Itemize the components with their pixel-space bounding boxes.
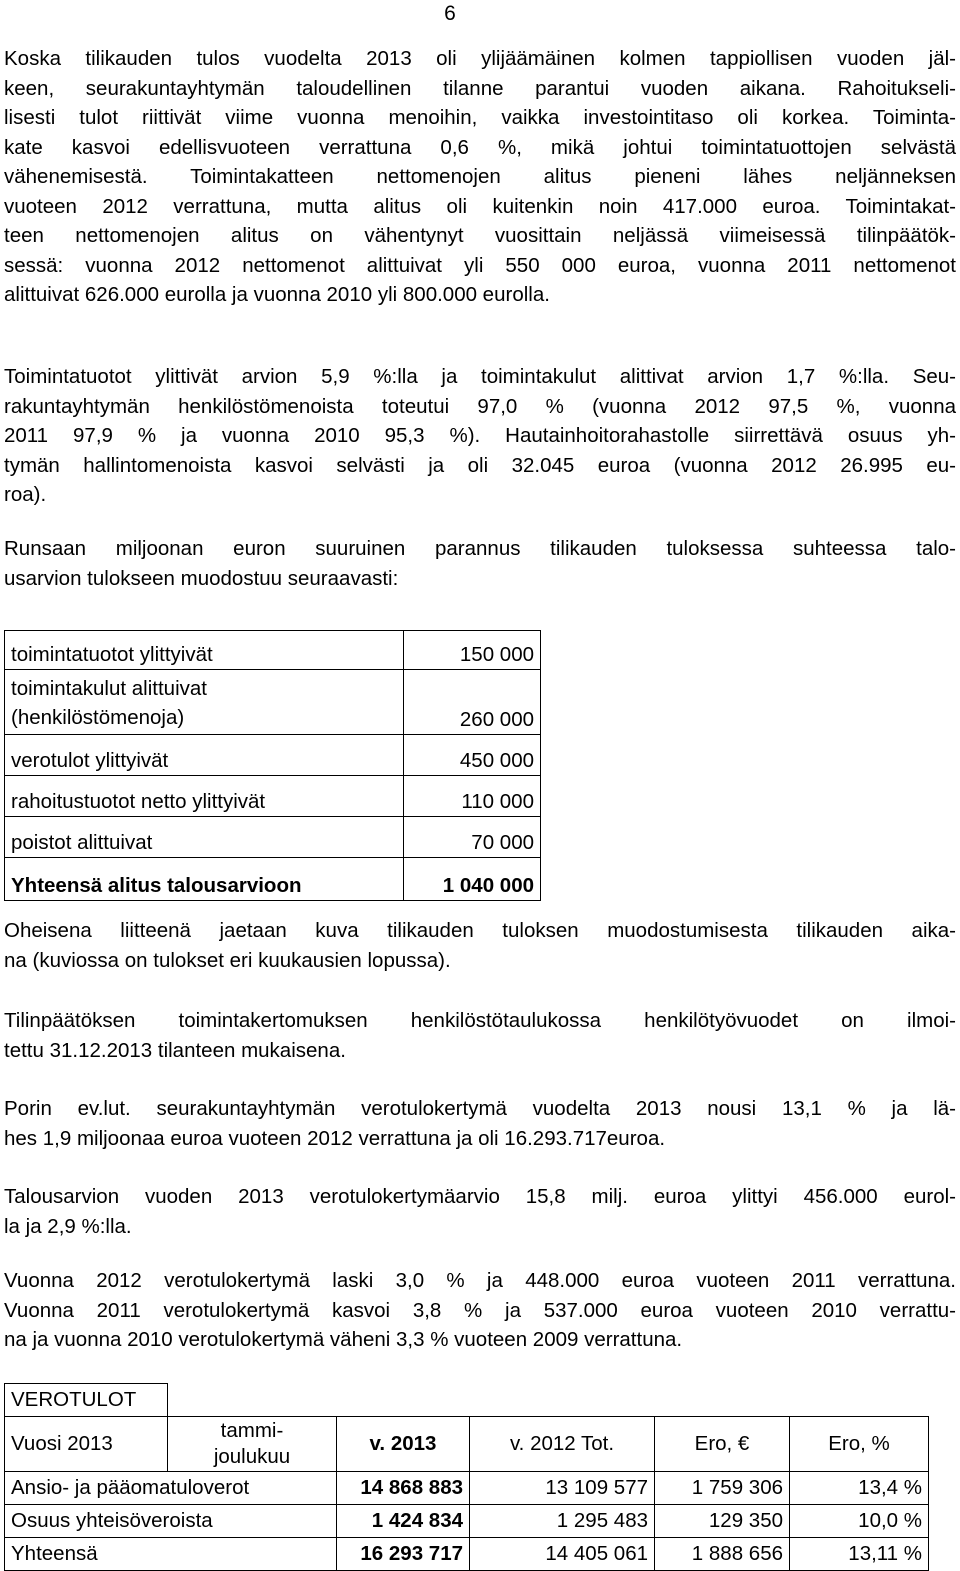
summary-label-line: toimintakulut alittuivat [11, 677, 207, 700]
text-line: teen nettomenojen alitus on vähentynyt vuosittain neljässä viimeisessä tilinpäätök- [4, 224, 956, 247]
summary-label: verotulot ylittyivät [5, 735, 404, 776]
table-header-row [5, 1417, 929, 1472]
tax-value-2012: 1 295 483 [470, 1505, 655, 1538]
text-line: Toimintatuotot ylittivät arvion 5,9 %:lla ja toimintakulut alittivat arvion 1,7 %:lla. Seu- [4, 365, 956, 388]
paragraph-attachment [4, 916, 956, 975]
summary-label-line: (henkilöstömenoja) [11, 706, 185, 729]
text-line: sessä: vuonna 2012 nettomenot alittuivat yli 550 000 euroa, vuonna 2011 nettomenot [4, 253, 956, 277]
tax-diff-eur: 129 350 [655, 1505, 790, 1538]
paragraph-financial-result [4, 44, 956, 310]
summary-label: rahoitustuotot netto ylittyivät [5, 776, 404, 817]
text-line: vuoteen 2012 verrattuna, mutta alitus oli kuitenkin noin 417.000 euroa. Toimintakat- [4, 194, 956, 218]
summary-label: poistot alittuivat [5, 817, 404, 858]
tax-row-label: Yhteensä [5, 1538, 337, 1571]
table-row [5, 670, 541, 735]
header-2013: v. 2013 [337, 1417, 470, 1472]
text-line: Runsaan miljoonan euron suuruinen parannus tilikauden tuloksessa suhteessa talo- [4, 537, 956, 560]
text-line: la ja 2,9 %:lla. [4, 1214, 132, 1238]
text-line: Vuonna 2012 verotulokertymä laski 3,0 % ja 448.000 euroa vuoteen 2011 verrattuna. [4, 1269, 956, 1292]
text-line: keen, seurakuntayhtymän taloudellinen tilanne parantui vuoden aikana. Rahoitukseli- [4, 76, 956, 100]
text-line: tettu 31.12.2013 tilanteen mukaisena. [4, 1038, 346, 1062]
text-line: 2011 97,9 % ja vuonna 2010 95,3 %). Hautainhoitorahastolle siirrettävä osuus yh- [4, 424, 956, 447]
header-period-line: joulukuu [213, 1445, 291, 1468]
header-diff-pct: Ero, % [790, 1417, 929, 1472]
page-number: 6 [444, 2, 456, 25]
tax-value-2012: 14 405 061 [470, 1538, 655, 1571]
text-line: na ja vuonna 2010 verotulokertymä väheni 3,3 % vuoteen 2009 verrattuna. [4, 1328, 683, 1351]
table-title-row [5, 1384, 929, 1417]
summary-value: 70 000 [404, 817, 541, 858]
text-line: hes 1,9 miljoonaa euroa vuoteen 2012 verrattuna ja oli 16.293.717euroa. [4, 1126, 666, 1150]
table-row [5, 1472, 929, 1505]
text-line: roa). [4, 483, 47, 506]
tax-value-2013: 1 424 834 [337, 1505, 470, 1538]
tax-diff-pct: 13,4 % [790, 1472, 929, 1505]
header-period-line: tammi- [220, 1419, 284, 1442]
header-2012: v. 2012 Tot. [470, 1417, 655, 1472]
paragraph-tax-2013 [4, 1094, 956, 1153]
table-row [5, 735, 541, 776]
table-title: VEROTULOT [5, 1384, 168, 1417]
table-row [5, 1538, 929, 1571]
text-line: Vuonna 2011 verotulokertymä kasvoi 3,8 % ja 537.000 euroa vuoteen 2010 verrattu- [4, 1298, 956, 1322]
header-year: Vuosi 2013 [5, 1417, 168, 1472]
tax-revenue-table [4, 1383, 929, 1571]
summary-label: toimintatuotot ylittyivät [5, 631, 404, 670]
summary-value: 260 000 [404, 670, 541, 735]
text-line: Talousarvion vuoden 2013 verotulokertymäarvio 15,8 milj. euroa ylittyi 456.000 eurol- [4, 1185, 956, 1208]
table-total-row [5, 858, 541, 901]
paragraph-tax-estimate [4, 1182, 956, 1241]
text-line: Tilinpäätöksen toimintakertomuksen henkilöstötaulukossa henkilötyövuodet on ilmoi- [4, 1009, 956, 1032]
tax-value-2012: 13 109 577 [470, 1472, 655, 1505]
tax-diff-eur: 1 759 306 [655, 1472, 790, 1505]
summary-label [5, 670, 404, 735]
text-line: rakuntayhtymän henkilöstömenoista toteutui 97,0 % (vuonna 2012 97,5 %, vuonna [4, 394, 956, 418]
summary-total-value: 1 040 000 [404, 858, 541, 901]
table-row [5, 776, 541, 817]
tax-diff-eur: 1 888 656 [655, 1538, 790, 1571]
empty-cell [168, 1384, 929, 1417]
paragraph-personnel [4, 1006, 956, 1065]
paragraph-tax-history [4, 1266, 956, 1355]
header-period [168, 1417, 337, 1472]
tax-value-2013: 16 293 717 [337, 1538, 470, 1571]
text-line: lisesti tulot riittivät viime vuonna menoihin, vaikka investointitaso oli korkea. Toiminta- [4, 106, 956, 129]
summary-value: 450 000 [404, 735, 541, 776]
text-line: vähenemisestä. Toimintakatteen nettomenojen alitus pieneni lähes neljänneksen [4, 165, 956, 188]
table-row [5, 817, 541, 858]
tax-row-label: Osuus yhteisöveroista [5, 1505, 337, 1538]
header-diff-eur: Ero, € [655, 1417, 790, 1472]
tax-row-label: Ansio- ja pääomatuloverot [5, 1472, 337, 1505]
text-line: alittuivat 626.000 eurolla ja vuonna 2010 yli 800.000 eurolla. [4, 283, 550, 306]
text-line: kate kasvoi edellisvuoteen verrattuna 0,6 %, mikä johtui toimintatuottojen selvästä [4, 135, 956, 159]
paragraph-operating-income [4, 362, 956, 510]
table-row [5, 631, 541, 670]
text-line: usarvion tulokseen muodostuu seuraavasti: [4, 566, 399, 590]
text-line: Porin ev.lut. seurakuntayhtymän verotulokertymä vuodelta 2013 nousi 13,1 % ja lä- [4, 1097, 956, 1120]
tax-diff-pct: 10,0 % [790, 1505, 929, 1538]
budget-summary-table [4, 630, 541, 901]
tax-value-2013: 14 868 883 [337, 1472, 470, 1505]
summary-value: 150 000 [404, 631, 541, 670]
tax-diff-pct: 13,11 % [790, 1538, 929, 1571]
text-line: Koska tilikauden tulos vuodelta 2013 oli ylijäämäinen kolmen tappiollisen vuoden jäl- [4, 47, 956, 70]
table-row [5, 1505, 929, 1538]
text-line: Oheisena liitteenä jaetaan kuva tilikauden tuloksen muodostumisesta tilikauden aika- [4, 919, 956, 942]
paragraph-improvement [4, 534, 956, 593]
summary-value: 110 000 [404, 776, 541, 817]
text-line: tymän hallintomenoista kasvoi selvästi ja oli 32.045 euroa (vuonna 2012 26.995 eu- [4, 453, 956, 477]
text-line: na (kuviossa on tulokset eri kuukausien lopussa). [4, 948, 451, 972]
summary-total-label: Yhteensä alitus talousarvioon [5, 858, 404, 901]
